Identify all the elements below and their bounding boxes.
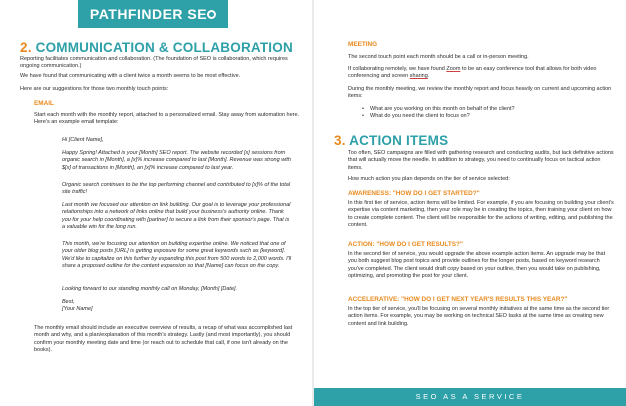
tier-action-heading: ACTION: "HOW DO I GET RESULTS?"	[348, 241, 463, 248]
meeting-heading: MEETING	[348, 41, 378, 48]
brand-banner	[78, 0, 228, 28]
section-title: ACTION ITEMS	[349, 133, 449, 148]
template-signature: [Your Name]	[62, 306, 93, 312]
right-page	[314, 0, 626, 406]
section-heading-communication	[20, 40, 293, 55]
action-paragraph-1: Too often, SEO campaigns are filled with gathering research and conducting audits, but lack definitive actions that will actually move the needle. In addition to strategy, you need to continually focus on tactical action items.	[348, 150, 614, 171]
meeting-paragraph-1: The second touch point each month should be a call or in-person meeting.	[348, 54, 529, 60]
template-paragraph-4: This month, we're focusing our attention on building expertise online. We noticed that one of your older blog posts [URL] is getting exposure for some great keywords such as [keyword]. We'd like to capitalize on this further by expanding this post from 500 words to 2,000 words. I'll share a proposed outline for the content expansion so that [Name] can focus on the copy.	[62, 241, 292, 270]
list-item: • What are you working on this month on behalf of the client?	[362, 106, 612, 113]
meeting-text-c: .	[427, 73, 430, 80]
section-number: 2.	[20, 40, 32, 55]
template-signoff: Best,	[62, 299, 75, 305]
meeting-text-b: to be an easy conference tool that allows for both video conferencing and screen	[348, 66, 597, 80]
meeting-paragraph-2	[348, 66, 614, 81]
zoom-link[interactable]: Zoom	[446, 66, 461, 72]
left-page	[0, 0, 312, 406]
tier-awareness-text: In this first tier of service, action items will be limited. For example, if you are focusing on building your client's expertise via content marketing, then your role may be in creating the topics, then training your client on how to create complete content. The client will be responsible for the actions of writing, editing, and publishing the content.	[348, 200, 614, 229]
template-paragraph-5: Looking forward to our standing monthly call on Monday, [Month] [Date].	[62, 286, 238, 292]
template-paragraph-2: Organic search continues to be the top performing channel and contributed to [x]% of the total site traffic!	[62, 182, 291, 196]
template-paragraph-1: Happy Spring! Attached is your [Month] SEO report. The website recorded [x] sessions from organic search in [Month], a [x]% increase compared to last [Month]. Revenue was strong with $[x] of transactions in [Month], an [x]% increase compared to last year.	[62, 150, 291, 171]
closing-paragraph: The monthly email should include an executive overview of results, a recap of what was accomplished last month and why, and a plan/explanation of this month's strategy. Lastly (and most importantly), you should confirm your monthly meeting date and time (or reach out to schedule that call, if one isn't already on the books).	[34, 325, 293, 354]
section-number: 3.	[334, 133, 346, 148]
email-intro: Start each month with the monthly report, attached to a personalized email. Stay away from automation here. Here's an example email template:	[34, 112, 300, 126]
tier-awareness-heading: AWARENESS: "HOW DO I GET STARTED?"	[348, 190, 480, 197]
intro-paragraph-1: Reporting facilitates communication and collaboration. (The foundation of SEO is collaboration, which requires ongoing communication.)	[20, 56, 288, 70]
section-title: COMMUNICATION & COLLABORATION	[35, 40, 293, 55]
email-heading: EMAIL	[34, 100, 54, 107]
template-greeting: Hi [Client Name],	[62, 137, 104, 143]
tier-accelerative-heading: ACCELERATIVE: "HOW DO I GET NEXT YEAR'S RESULTS THIS YEAR?"	[348, 296, 568, 303]
meeting-bullet-list	[362, 106, 612, 121]
meeting-text-a: If collaborating remotely, we have found	[348, 66, 447, 72]
section-heading-action-items	[334, 133, 448, 148]
brand-name: PATHFINDER SE	[89, 6, 208, 22]
brand-logo-o-icon	[207, 10, 216, 19]
intro-paragraph-2: We have found that communicating with a client twice a month seems to be most effective.	[20, 73, 241, 79]
intro-paragraph-3: Here are our suggestions for those two monthly touch points:	[20, 86, 169, 92]
tier-action-text: In the second tier of service, you would upgrade the above example action items. An upgrade may be that you both suggest blog post topics and provide outlines for the longer posts, based on keyword research you've completed. The client would draft copy based on your outline, then you would take on publishing, optimizing, and promoting the post for your client.	[348, 251, 606, 280]
sharing-link: sharing	[409, 73, 428, 80]
tier-accelerative-text: In the top tier of service, you'll be focusing on several monthly initiatives at the same time as the second tier action items. For example, you may be working on technical SEO tasks at the same time as creating new content and link building.	[348, 306, 610, 327]
action-paragraph-2: How much action you plan depends on the tier of service selected:	[348, 176, 510, 182]
meeting-paragraph-3: During the monthly meeting, we review the monthly report and focus heavily on current and upcoming action items:	[348, 86, 612, 100]
footer-band: SEO AS A SERVICE	[314, 388, 626, 406]
list-item: • What do you need the client to focus on?	[362, 113, 612, 120]
template-paragraph-3: Last month we focused our attention on link building. Our goal is to leverage your professional relationships into a network of links online that build your business's authority online. Thank you for your help coordinating with [partner] to secure a link from their sponsor's page. That is a valuable win for the long run.	[62, 202, 291, 231]
